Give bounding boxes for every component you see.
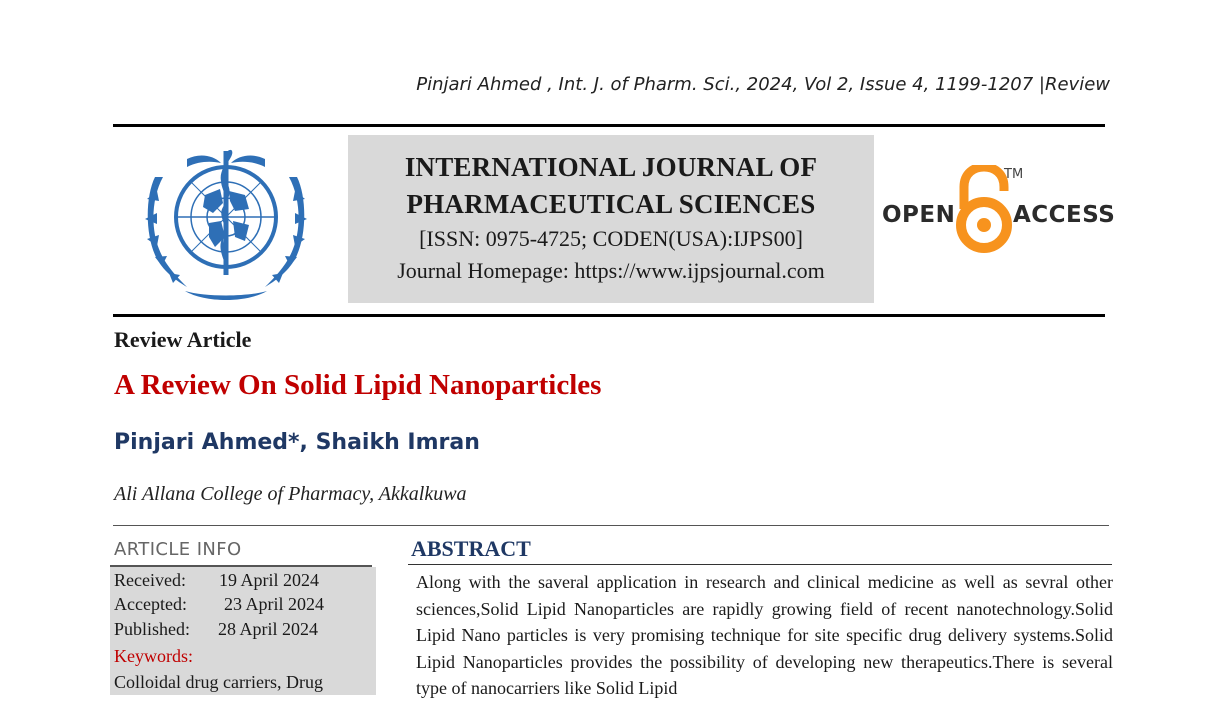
- published-label: Published:: [114, 619, 191, 639]
- accepted-row: [114, 594, 325, 615]
- article-title: A Review On Solid Lipid Nanoparticles: [114, 369, 602, 401]
- article-authors: Pinjari Ahmed*, Shaikh Imran: [114, 430, 480, 455]
- journal-title: [348, 149, 874, 223]
- open-access-word-open: OPEN: [882, 202, 956, 228]
- running-head: Pinjari Ahmed , Int. J. of Pharm. Sci., 2024, Vol 2, Issue 4, 1199-1207 |Review: [416, 74, 1110, 95]
- abstract-heading: ABSTRACT: [411, 536, 531, 561]
- trademark-mark: TM: [1004, 167, 1024, 182]
- published-date: 28 April 2024: [218, 619, 319, 639]
- abstract-rule: [408, 564, 1112, 565]
- journal-title-line2: PHARMACEUTICAL SCIENCES: [406, 189, 816, 219]
- article-type: Review Article: [114, 327, 252, 352]
- open-access-logo: [880, 165, 1116, 255]
- journal-issn: [ISSN: 0975-4725; CODEN(USA):IJPS00]: [419, 226, 803, 251]
- accepted-label: Accepted:: [114, 594, 187, 614]
- published-row: [114, 619, 319, 640]
- abstract-text: Along with the saveral application in research and clinical medicine as well as sevral other sciences,Solid Lipid Nanoparticles are rapidly growing field of recent nanotechnology.Solid Lipid Nano particles is very promising technique for site specific drug delivery systems.Solid Lipid Nanoparticles provides the possibility of developing new therapeutics.There is several type of nanocarriers like Solid Lipid: [416, 572, 1113, 698]
- received-row: [114, 570, 320, 591]
- received-label: Received:: [114, 570, 186, 590]
- masthead-bottom-rule: [113, 314, 1105, 317]
- journal-emblem-logo: [125, 137, 327, 305]
- journal-homepage: Journal Homepage: https://www.ijpsjournal.com: [397, 258, 825, 283]
- article-info-box: [110, 567, 376, 695]
- affiliation-divider: [113, 525, 1109, 526]
- masthead-top-rule: [113, 124, 1105, 127]
- received-date: 19 April 2024: [219, 570, 320, 590]
- accepted-date: 23 April 2024: [224, 594, 325, 614]
- open-access-word-access: ACCESS: [1013, 202, 1116, 228]
- keywords-text: Colloidal drug carriers, Drug: [114, 672, 323, 692]
- journal-masthead: [348, 135, 874, 303]
- journal-title-line1: INTERNATIONAL JOURNAL OF: [404, 152, 818, 182]
- article-info-heading: ARTICLE INFO: [114, 539, 242, 560]
- keywords-label: Keywords:: [114, 646, 193, 666]
- article-affiliation: Ali Allana College of Pharmacy, Akkalkuwa: [114, 483, 467, 505]
